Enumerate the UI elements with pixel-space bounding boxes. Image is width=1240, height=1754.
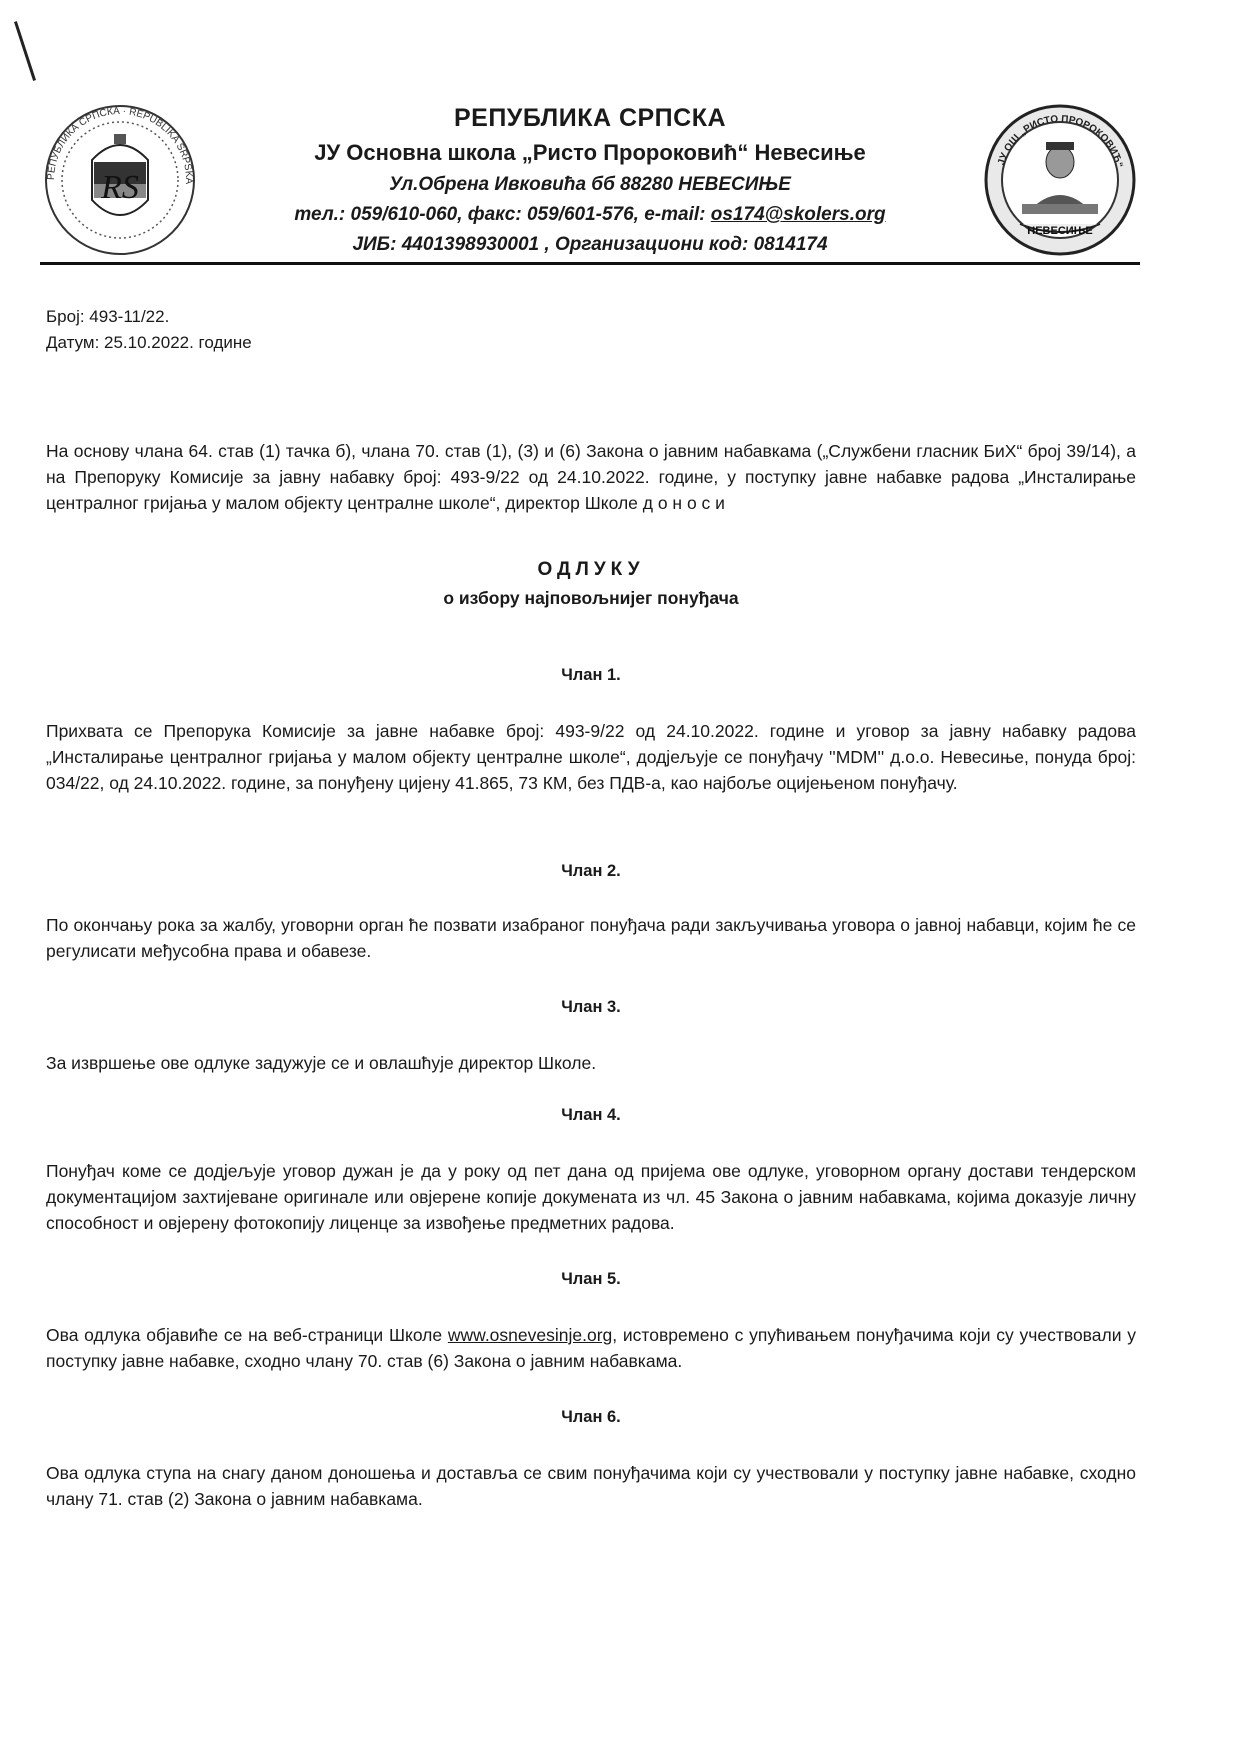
intro-paragraph: На основу члана 64. став (1) тачка б), члана 70. став (1), (3) и (6) Закона о јавним набавкама („Службени гласник БиХ“ број 39/14), а на Препоруку Комисије за јавну набавку број: 493-9/22 од 24.10.2022. године, у поступку јавне набавке радова „Инсталирање централног гријања у малом објекту централне школе“, директор Школе д о н о с и	[46, 441, 1136, 513]
article-4-text: Понуђач коме се додјељује уговор дужан је да у року од пет дана од пријема ове одлуке, уговорном органу достави тендерском документацијом захтијеване оригинале или овјерене копије докумената из чл. 45 Закона о јавним набавкама, којима доказује личну способност и овјерену фотокопију лиценце за извођење предметних радова.	[46, 1161, 1136, 1233]
article-6-heading: Члан 6.	[561, 1408, 621, 1426]
article-2-heading: Члан 2.	[561, 862, 621, 880]
scan-mark	[14, 21, 36, 81]
school-address: Ул.Обрена Ивковића бб 88280 НЕВЕСИЊЕ	[389, 174, 791, 195]
seal-bottom-text: НЕВЕСИЊЕ	[1027, 225, 1093, 237]
seal-ring-text: РЕПУБЛИКА СРПСКА · REPUBLIKA SRPSKA	[45, 105, 195, 185]
coat-of-arms-seal	[40, 100, 200, 260]
school-ids: ЈИБ: 4401398930001 , Организациони код: 0814174	[352, 234, 828, 255]
school-contact: тел.: 059/610-060, факс: 059/601-576, e-mail: os174@skolers.org	[294, 204, 886, 225]
email-link[interactable]: os174@skolers.org	[710, 204, 886, 225]
letterhead-text	[210, 100, 970, 260]
seal-top-text: ЈУ ОШ „РИСТО ПРОРОКОВИЋ“	[996, 113, 1125, 169]
decision-subtitle: о избору најповољнијег понуђача	[443, 588, 739, 608]
decision-title: ОДЛУКУ	[537, 559, 645, 580]
article-5-text: Ова одлука објавиће се на веб-страници Школе www.osnevesinje.org, истовремено с упућивањем понуђачима који су учествовали у поступку јавне набавке, сходно члану 70. став (6) Закона о јавним набавкама.	[46, 1325, 1136, 1371]
article-3-text: За извршење ове одлуке задужује се и овлашћује директор Школе.	[46, 1053, 597, 1073]
article-5-heading: Члан 5.	[561, 1270, 621, 1288]
document-date: Датум: 25.10.2022. године	[46, 333, 252, 352]
seal-initials: RS	[101, 169, 139, 206]
school-name: ЈУ Основна школа „Ристо Пророковић“ Невесиње	[314, 140, 866, 165]
school-logo-seal	[980, 100, 1140, 260]
article-3-heading: Члан 3.	[561, 998, 621, 1016]
article-1-heading: Члан 1.	[561, 666, 621, 684]
website-link[interactable]: www.osnevesinje.org	[447, 1325, 613, 1345]
article-6-text: Ова одлука ступа на снагу даном доношења и доставља се свим понуђачима који су учествовали у поступку јавне набавке, сходно члану 71. став (2) Закона о јавним набавкама.	[46, 1463, 1136, 1509]
article-1-text: Прихвата се Препорука Комисије за јавне набавке број: 493-9/22 од 24.10.2022. године и уговор за јавну набавку радова „Инсталирање централног гријања у малом објекту централне школе“, додјељује се понуђачу ''MDM'' д.о.о. Невесиње, понуда број: 034/22, од 24.10.2022. године, за понуђену цијену 41.865, 73 КМ, без ПДВ-а, као најбоље оцијењеном понуђачу.	[46, 721, 1136, 793]
header-divider	[40, 262, 1140, 265]
letterhead	[40, 90, 1140, 270]
document-meta	[46, 304, 252, 356]
article-4-heading: Члан 4.	[561, 1106, 621, 1124]
republic-name: РЕПУБЛИКА СРПСКА	[453, 104, 727, 132]
document-number: Број: 493-11/22.	[46, 307, 170, 326]
article-2-text: По окончању рока за жалбу, уговорни орган ће позвати изабраног понуђача ради закључивања уговора о јавној набавци, којим ће се регулисати међусобна права и обавезе.	[46, 915, 1136, 961]
